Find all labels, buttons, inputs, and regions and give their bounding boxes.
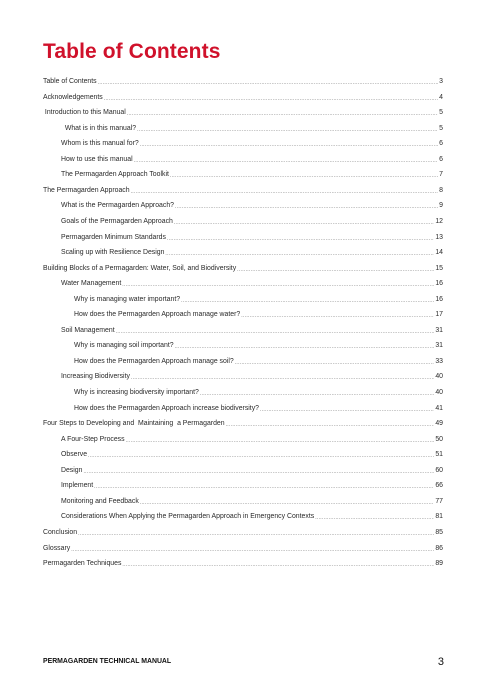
toc-entry-label: Goals of the Permagarden Approach: [61, 217, 173, 225]
toc-entry[interactable]: [43, 372, 443, 382]
toc-entry-page: 9: [439, 202, 443, 210]
toc-entry-label: How does the Permagarden Approach increase biodiversity?: [74, 404, 260, 412]
toc-dot-leader: [122, 281, 434, 289]
toc-entry-page: 12: [435, 217, 443, 225]
toc-dot-leader: [175, 203, 438, 211]
toc-entry[interactable]: [43, 404, 443, 414]
toc-entry-label: Water Management: [61, 280, 122, 288]
toc-entry-page: 8: [439, 186, 443, 194]
toc-entry-label: Observe: [61, 451, 88, 459]
toc-dot-leader: [126, 437, 435, 445]
toc-entry-page: 40: [435, 373, 443, 381]
toc-entry[interactable]: [43, 279, 443, 289]
toc-entry-label: Building Blocks of a Permagarden: Water, Soil, and Biodiversity: [43, 264, 237, 272]
toc-entry[interactable]: [43, 528, 443, 538]
toc-entry-label: Acknowledgements: [43, 93, 103, 101]
toc-entry[interactable]: [43, 559, 443, 569]
toc-dot-leader: [134, 157, 439, 165]
toc-entry-page: 86: [435, 544, 443, 552]
toc-entry-label: Monitoring and Feedback: [61, 497, 139, 505]
toc-entry-page: 31: [435, 342, 443, 350]
toc-dot-leader: [71, 546, 434, 554]
toc-dot-leader: [131, 188, 439, 196]
toc-dot-leader: [137, 126, 438, 134]
toc-entry[interactable]: [43, 170, 443, 180]
toc-entry-label: Design: [61, 466, 83, 474]
toc-dot-leader: [260, 406, 434, 414]
toc-entry-page: 40: [435, 389, 443, 396]
toc-entry-label: Permagarden Techniques: [43, 560, 122, 568]
toc-dot-leader: [200, 390, 434, 398]
toc-entry-label: Glossary: [43, 544, 71, 552]
toc-entry-label: Implement: [61, 482, 94, 490]
page-footer: [43, 656, 444, 670]
toc-dot-leader: [131, 374, 434, 382]
toc-entry[interactable]: [43, 326, 443, 336]
footer-title: PERMAGARDEN TECHNICAL MANUAL: [43, 658, 172, 665]
toc-entry-label: Table of Contents: [43, 78, 97, 85]
toc-entry-page: 5: [439, 124, 443, 132]
toc-entry-label: Considerations When Applying the Permagarden Approach in Emergency Contexts: [61, 513, 315, 521]
toc-entry-label: What is the Permagarden Approach?: [61, 202, 174, 210]
toc-entry-page: 16: [435, 295, 443, 303]
toc-entry-label: Conclusion: [43, 528, 78, 536]
toc-entry-page: 66: [435, 482, 443, 490]
toc-entry[interactable]: [43, 419, 443, 429]
toc-entry-page: 7: [439, 171, 443, 179]
toc-dot-leader: [226, 421, 435, 429]
toc-entry-page: 15: [435, 264, 443, 272]
toc-dot-leader: [237, 266, 434, 274]
toc-entry-label: Increasing Biodiversity: [61, 373, 130, 381]
toc-entry-page: 6: [439, 155, 443, 163]
toc-entry[interactable]: [43, 233, 443, 243]
toc-entry-label: The Permagarden Approach: [43, 186, 130, 194]
toc-entry[interactable]: [43, 497, 443, 507]
toc-dot-leader: [315, 514, 434, 522]
toc-entry-page: 5: [439, 109, 443, 117]
toc-entry-page: 16: [435, 280, 443, 288]
toc-dot-leader: [122, 561, 434, 569]
toc-dot-leader: [88, 452, 434, 460]
toc-entry-page: 50: [435, 435, 443, 443]
toc-dot-leader: [98, 79, 439, 87]
toc-entry[interactable]: [43, 310, 443, 320]
toc-entry-page: 49: [435, 420, 443, 428]
toc-entry-page: 51: [435, 451, 443, 459]
toc-entry-label: Why is increasing biodiversity important?: [74, 389, 199, 396]
toc-entry[interactable]: [43, 388, 443, 398]
toc-dot-leader: [235, 359, 435, 367]
toc-entry[interactable]: [43, 139, 443, 149]
toc-dot-leader: [165, 250, 434, 258]
toc-entry-page: 89: [435, 560, 443, 568]
toc-entry[interactable]: [43, 512, 443, 522]
toc-entry-label: Why is managing water important?: [74, 295, 181, 303]
toc-entry-label: The Permagarden Approach Toolkit: [61, 171, 169, 179]
toc-entry-label: Four Steps to Developing and Maintaining a Permagarden: [43, 420, 225, 428]
toc-entry-page: 85: [435, 528, 443, 536]
toc-dot-leader: [127, 110, 438, 118]
toc-entry-label: Whom is this manual for?: [61, 140, 139, 148]
toc-entry-page: 6: [439, 140, 443, 148]
toc-dot-leader: [78, 530, 434, 538]
toc-dot-leader: [94, 483, 434, 491]
toc-dot-leader: [83, 468, 434, 476]
toc-entry[interactable]: [43, 77, 443, 87]
toc-entry[interactable]: [43, 93, 443, 103]
toc-entry[interactable]: [43, 248, 443, 258]
toc-entry[interactable]: [43, 155, 443, 165]
toc-entry-page: 60: [435, 466, 443, 474]
toc-entry[interactable]: [43, 481, 443, 491]
toc-entry-label: How to use this manual: [61, 155, 133, 163]
page-title: Table of Contents: [43, 40, 221, 63]
toc-entry[interactable]: [43, 544, 443, 554]
toc-entry-page: 77: [435, 497, 443, 505]
toc-entry[interactable]: [43, 108, 443, 118]
toc-entry-label: Scaling up with Resilience Design: [61, 249, 165, 257]
toc-entry[interactable]: [43, 450, 443, 460]
toc-entry[interactable]: [43, 186, 443, 196]
toc-dot-leader: [181, 297, 434, 305]
toc-entry-page: 13: [435, 233, 443, 241]
toc-entry[interactable]: [43, 466, 443, 476]
toc-entry-page: 41: [435, 404, 443, 412]
toc-entry-label: What is in this manual?: [61, 124, 137, 132]
toc-entry-label: Soil Management: [61, 326, 115, 334]
toc-entry-page: 17: [435, 311, 443, 319]
toc-entry-label: A Four-Step Process: [61, 435, 125, 443]
toc-entry-page: 4: [439, 93, 443, 101]
toc-dot-leader: [170, 172, 438, 180]
toc-entry-page: 3: [439, 78, 443, 85]
toc-dot-leader: [140, 499, 435, 507]
footer-page-number: 3: [437, 656, 444, 668]
toc-dot-leader: [140, 141, 438, 149]
toc-entry-page: 81: [435, 513, 443, 521]
toc-entry-label: How does the Permagarden Approach manage water?: [74, 311, 241, 319]
toc-dot-leader: [167, 235, 434, 243]
toc-dot-leader: [104, 95, 438, 103]
toc-entry-label: Introduction to this Manual: [43, 109, 126, 117]
toc-entry-page: 31: [435, 326, 443, 334]
toc-entry-label: Why is managing soil important?: [74, 342, 174, 350]
toc-dot-leader: [174, 219, 434, 227]
toc-entry[interactable]: [43, 201, 443, 211]
toc-dot-leader: [116, 328, 435, 336]
toc-entry-page: 14: [435, 249, 443, 257]
toc-entry[interactable]: [43, 217, 443, 227]
toc-entry[interactable]: [43, 435, 443, 445]
toc-entry-label: Permagarden Minimum Standards: [61, 233, 166, 241]
toc-entry[interactable]: [43, 357, 443, 367]
toc-entry[interactable]: [43, 124, 443, 134]
toc-dot-leader: [241, 312, 434, 320]
toc-entry[interactable]: [43, 341, 443, 351]
toc-entry-page: 33: [435, 357, 443, 365]
toc-entry[interactable]: [43, 264, 443, 274]
toc-entry-label: How does the Permagarden Approach manage soil?: [74, 357, 234, 365]
toc-dot-leader: [175, 343, 435, 351]
toc-entry[interactable]: [43, 295, 443, 305]
